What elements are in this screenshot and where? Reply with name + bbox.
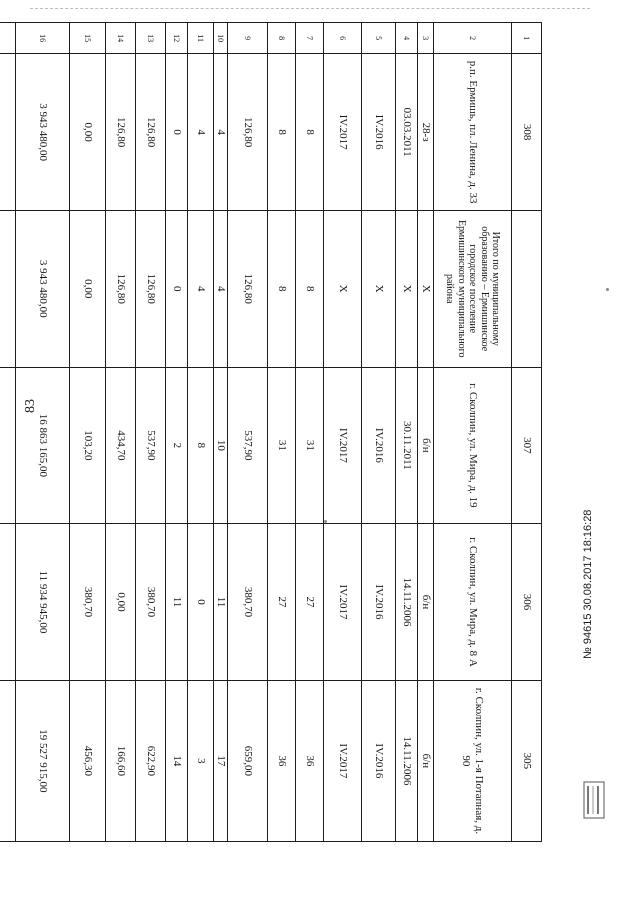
grid-row-17 — [0, 23, 16, 842]
value-cell: 0 — [166, 210, 188, 367]
value-cell: 305 — [512, 680, 542, 841]
value-cell — [512, 210, 542, 367]
column-number — [0, 23, 16, 54]
value-cell: 308 — [512, 54, 542, 211]
value-cell: 0,00 — [70, 54, 106, 211]
grid-row-12 — [166, 23, 188, 842]
value-cell: 19 527 915,00 — [16, 680, 70, 841]
value-cell: 126,80 — [136, 54, 166, 211]
grid-row-9 — [228, 23, 268, 842]
value-cell: 28-з — [418, 54, 434, 211]
value-cell: 36 — [268, 680, 296, 841]
value-cell: 380,70 — [136, 524, 166, 681]
value-cell: IV.2016 — [362, 524, 396, 681]
value-cell: 03.03.2011 — [396, 54, 418, 211]
column-number: 13 — [136, 23, 166, 54]
value-cell: 8 — [268, 210, 296, 367]
grid-row-5 — [362, 23, 396, 842]
registry-logo-icon — [582, 780, 606, 820]
column-number: 11 — [188, 23, 214, 54]
value-cell: 2 — [166, 367, 188, 524]
grid-row-8 — [268, 23, 296, 842]
registration-stamp-text: № 94615 30.08.2017 18:16:28 — [582, 509, 594, 659]
value-cell: 4 — [214, 54, 228, 211]
value-cell: 14.11.2006 — [396, 524, 418, 681]
register-table-rotated — [36, 22, 542, 842]
value-cell — [0, 210, 16, 367]
column-number: 15 — [70, 23, 106, 54]
value-cell: 11 — [166, 524, 188, 681]
address-cell: г. Сколпин, ул. Мира, д. 8 А — [434, 524, 512, 681]
value-cell: 4 — [214, 210, 228, 367]
value-cell: 126,80 — [228, 210, 268, 367]
value-cell: 306 — [512, 524, 542, 681]
column-number: 5 — [362, 23, 396, 54]
value-cell: IV.2017 — [324, 524, 362, 681]
grid-row-6 — [324, 23, 362, 842]
value-cell: 14 — [166, 680, 188, 841]
page-number: 83 — [23, 399, 38, 413]
value-cell: 36 — [296, 680, 324, 841]
value-cell: 31 — [268, 367, 296, 524]
value-cell: 434,70 — [106, 367, 136, 524]
value-cell: 3 943 480,00 — [16, 210, 70, 367]
value-cell: 16 863 165,00 — [16, 367, 70, 524]
value-cell: 126,80 — [228, 54, 268, 211]
value-cell — [0, 367, 16, 524]
grid-row-1 — [512, 23, 542, 842]
value-cell — [0, 54, 16, 211]
column-number: 2 — [434, 23, 512, 54]
address-cell: г. Сколпин, ул. 1-я Потапная, д. 90 — [434, 680, 512, 841]
value-cell: 17 — [214, 680, 228, 841]
value-cell: 126,80 — [106, 210, 136, 367]
scan-speck — [324, 520, 327, 523]
scan-speck — [606, 288, 609, 291]
value-cell: 537,90 — [136, 367, 166, 524]
column-number: 3 — [418, 23, 434, 54]
value-cell: 622,90 — [136, 680, 166, 841]
value-cell: 11 — [214, 524, 228, 681]
column-number: 4 — [396, 23, 418, 54]
value-cell: 166,60 — [106, 680, 136, 841]
value-cell: 126,80 — [106, 54, 136, 211]
value-cell: 4 — [188, 54, 214, 211]
grid-row-16 — [16, 23, 70, 842]
value-cell: 3 943 480,00 — [16, 54, 70, 211]
grid-row-14 — [106, 23, 136, 842]
column-number: 6 — [324, 23, 362, 54]
value-cell: 8 — [296, 210, 324, 367]
value-cell: 537,90 — [228, 367, 268, 524]
value-cell: 8 — [296, 54, 324, 211]
value-cell: X — [324, 210, 362, 367]
value-cell: 380,70 — [228, 524, 268, 681]
column-number: 10 — [214, 23, 228, 54]
value-cell: 0 — [188, 524, 214, 681]
column-number: 1 — [512, 23, 542, 54]
value-cell: 8 — [268, 54, 296, 211]
value-cell: 14.11.2006 — [396, 680, 418, 841]
value-cell: IV.2017 — [324, 680, 362, 841]
column-number: 7 — [296, 23, 324, 54]
value-cell: б/н — [418, 367, 434, 524]
column-number: 9 — [228, 23, 268, 54]
value-cell: X — [362, 210, 396, 367]
column-number: 12 — [166, 23, 188, 54]
value-cell: б/н — [418, 680, 434, 841]
value-cell: X — [418, 210, 434, 367]
grid-row-7 — [296, 23, 324, 842]
value-cell: IV.2017 — [324, 367, 362, 524]
value-cell: 30.11.2011 — [396, 367, 418, 524]
column-number: 14 — [106, 23, 136, 54]
value-cell: 456,30 — [70, 680, 106, 841]
grid-row-11 — [188, 23, 214, 842]
value-cell: IV.2016 — [362, 54, 396, 211]
grid-row-10 — [214, 23, 228, 842]
value-cell: X — [396, 210, 418, 367]
value-cell: 307 — [512, 367, 542, 524]
grid-row-3 — [418, 23, 434, 842]
value-cell — [0, 524, 16, 681]
value-cell: 31 — [296, 367, 324, 524]
value-cell: 380,70 — [70, 524, 106, 681]
value-cell: 27 — [268, 524, 296, 681]
value-cell: 3 — [188, 680, 214, 841]
address-cell: г. Сколпин, ул. Мира, д. 19 — [434, 367, 512, 524]
value-cell: IV.2017 — [324, 54, 362, 211]
value-cell — [0, 680, 16, 841]
value-cell: 0,00 — [106, 524, 136, 681]
column-number: 16 — [16, 23, 70, 54]
grid-row-13 — [136, 23, 166, 842]
total-label-cell: Итого по муниципальному образованию – Ермишинское городское поселение Ермишинского муниципального района — [434, 210, 512, 367]
value-cell: 10 — [214, 367, 228, 524]
value-cell: 27 — [296, 524, 324, 681]
column-number: 8 — [268, 23, 296, 54]
grid-row-15 — [70, 23, 106, 842]
scan-edge-dashes — [30, 8, 590, 11]
value-cell: 0 — [166, 54, 188, 211]
value-cell: IV.2016 — [362, 367, 396, 524]
address-cell: р.п. Ермишь, пл. Ленина, д. 33 — [434, 54, 512, 211]
grid-row-2 — [434, 23, 512, 842]
value-cell: б/н — [418, 524, 434, 681]
value-cell: 103,20 — [70, 367, 106, 524]
value-cell: 0,00 — [70, 210, 106, 367]
value-cell: IV.2016 — [362, 680, 396, 841]
value-cell: 659,00 — [228, 680, 268, 841]
grid-row-4 — [396, 23, 418, 842]
value-cell: 11 934 945,00 — [16, 524, 70, 681]
value-cell: 126,80 — [136, 210, 166, 367]
value-cell: 8 — [188, 367, 214, 524]
value-cell: 4 — [188, 210, 214, 367]
register-table — [0, 22, 542, 842]
